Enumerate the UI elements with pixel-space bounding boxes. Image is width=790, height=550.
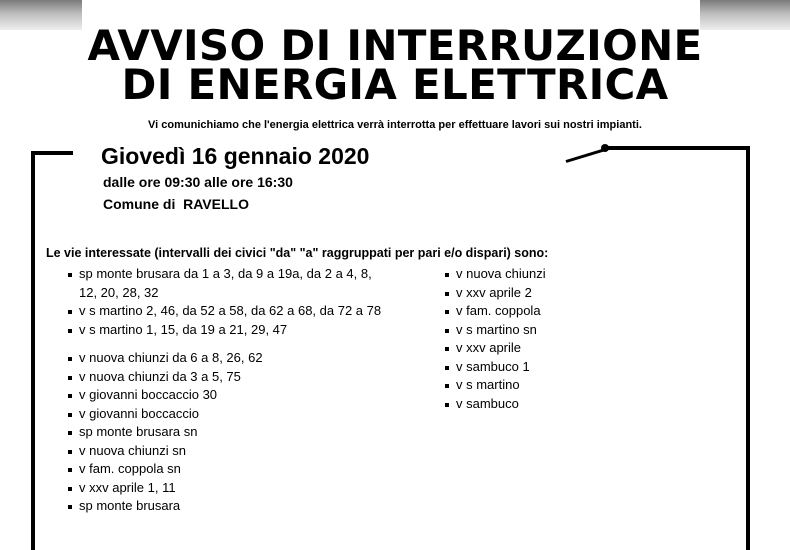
- intro-text: Vi comunichiamo che l'energia elettrica verrà interrotta per effettuare lavori sui nostri impianti.: [148, 119, 642, 131]
- street-text: v xxv aprile 2: [456, 284, 532, 300]
- street-text: v s martino sn: [456, 321, 537, 337]
- list-item: [68, 442, 388, 461]
- list-item: [445, 321, 645, 340]
- bullet-icon: [68, 357, 72, 361]
- street-text: v xxv aprile 1, 11: [79, 479, 176, 495]
- frame-top-left-line: [31, 151, 73, 155]
- frame-junction-dot: [601, 144, 609, 152]
- list-item: [68, 423, 388, 442]
- outage-time-range: dalle ore 09:30 alle ore 16:30: [103, 174, 293, 190]
- bullet-icon: [68, 450, 72, 454]
- bullet-icon: [68, 310, 72, 314]
- list-item: [445, 302, 645, 321]
- street-text: sp monte brusara: [79, 498, 181, 513]
- streets-list-right: [445, 265, 645, 413]
- street-text: v s martino 1, 15, da 19 a 21, 29, 47: [79, 321, 288, 337]
- list-item: [68, 302, 388, 321]
- street-text: v nuova chiunzi da 6 a 8, 26, 62: [79, 350, 263, 365]
- bullet-icon: [445, 347, 449, 351]
- streets-list-left: [68, 265, 388, 516]
- street-text: v giovanni boccaccio 30: [79, 387, 218, 402]
- bullet-icon: [68, 394, 72, 398]
- street-text: v xxv aprile: [456, 340, 522, 355]
- list-item: [68, 321, 388, 340]
- list-item: [68, 265, 388, 302]
- street-text: v nuova chiunzi sn: [79, 442, 186, 458]
- list-item: [68, 349, 388, 368]
- bullet-icon: [68, 431, 72, 435]
- list-item: [68, 460, 388, 479]
- list-item: [445, 358, 645, 377]
- street-text: v s martino: [456, 377, 520, 392]
- streets-heading: Le vie interessate (intervalli dei civici "da" "a" raggruppati per pari e/o dispari) sono:: [46, 246, 549, 260]
- street-text: v giovanni boccaccio: [79, 405, 199, 421]
- bullet-icon: [68, 468, 72, 472]
- list-item: [68, 368, 388, 387]
- list-item: [68, 479, 388, 498]
- notice-title-line-1: AVVISO DI INTERRUZIONE: [87, 21, 703, 70]
- municipality-label: Comune di RAVELLO: [103, 196, 249, 212]
- frame-right-line: [746, 146, 750, 550]
- list-item: [445, 284, 645, 303]
- street-text: v sambuco: [456, 395, 519, 411]
- list-item: [445, 395, 645, 414]
- street-text: v nuova chiunzi: [456, 266, 546, 281]
- bullet-icon: [445, 366, 449, 370]
- street-text: v s martino 2, 46, da 52 a 58, da 62 a 68, da 72 a 78: [79, 303, 382, 318]
- bullet-icon: [68, 505, 72, 509]
- bullet-icon: [445, 384, 449, 388]
- bullet-icon: [445, 292, 449, 296]
- outage-date: Giovedì 16 gennaio 2020: [101, 143, 370, 169]
- street-text: v sambuco 1: [456, 358, 530, 374]
- bullet-icon: [68, 273, 72, 277]
- street-text: sp monte brusara sn: [79, 424, 198, 439]
- street-text: v nuova chiunzi da 3 a 5, 75: [79, 368, 241, 384]
- list-item: [68, 405, 388, 424]
- bullet-icon: [445, 273, 449, 277]
- bullet-icon: [445, 310, 449, 314]
- list-item: [68, 497, 388, 516]
- street-text: v fam. coppola: [456, 303, 541, 318]
- list-item: [445, 339, 645, 358]
- notice-title-line-2: DI ENERGIA ELETTRICA: [121, 60, 669, 109]
- bullet-icon: [445, 403, 449, 407]
- bullet-icon: [68, 376, 72, 380]
- bullet-icon: [68, 413, 72, 417]
- list-item: [445, 376, 645, 395]
- list-item: [68, 386, 388, 405]
- street-text: v fam. coppola sn: [79, 461, 181, 476]
- list-item: [445, 265, 645, 284]
- bullet-icon: [445, 329, 449, 333]
- street-text: sp monte brusara da 1 a 3, da 9 a 19a, da 2 a 4, 8, 12, 20, 28, 32: [79, 266, 372, 300]
- frame-top-right-line: [605, 146, 750, 150]
- bullet-icon: [68, 487, 72, 491]
- bullet-icon: [68, 329, 72, 333]
- frame-left-line: [31, 151, 35, 550]
